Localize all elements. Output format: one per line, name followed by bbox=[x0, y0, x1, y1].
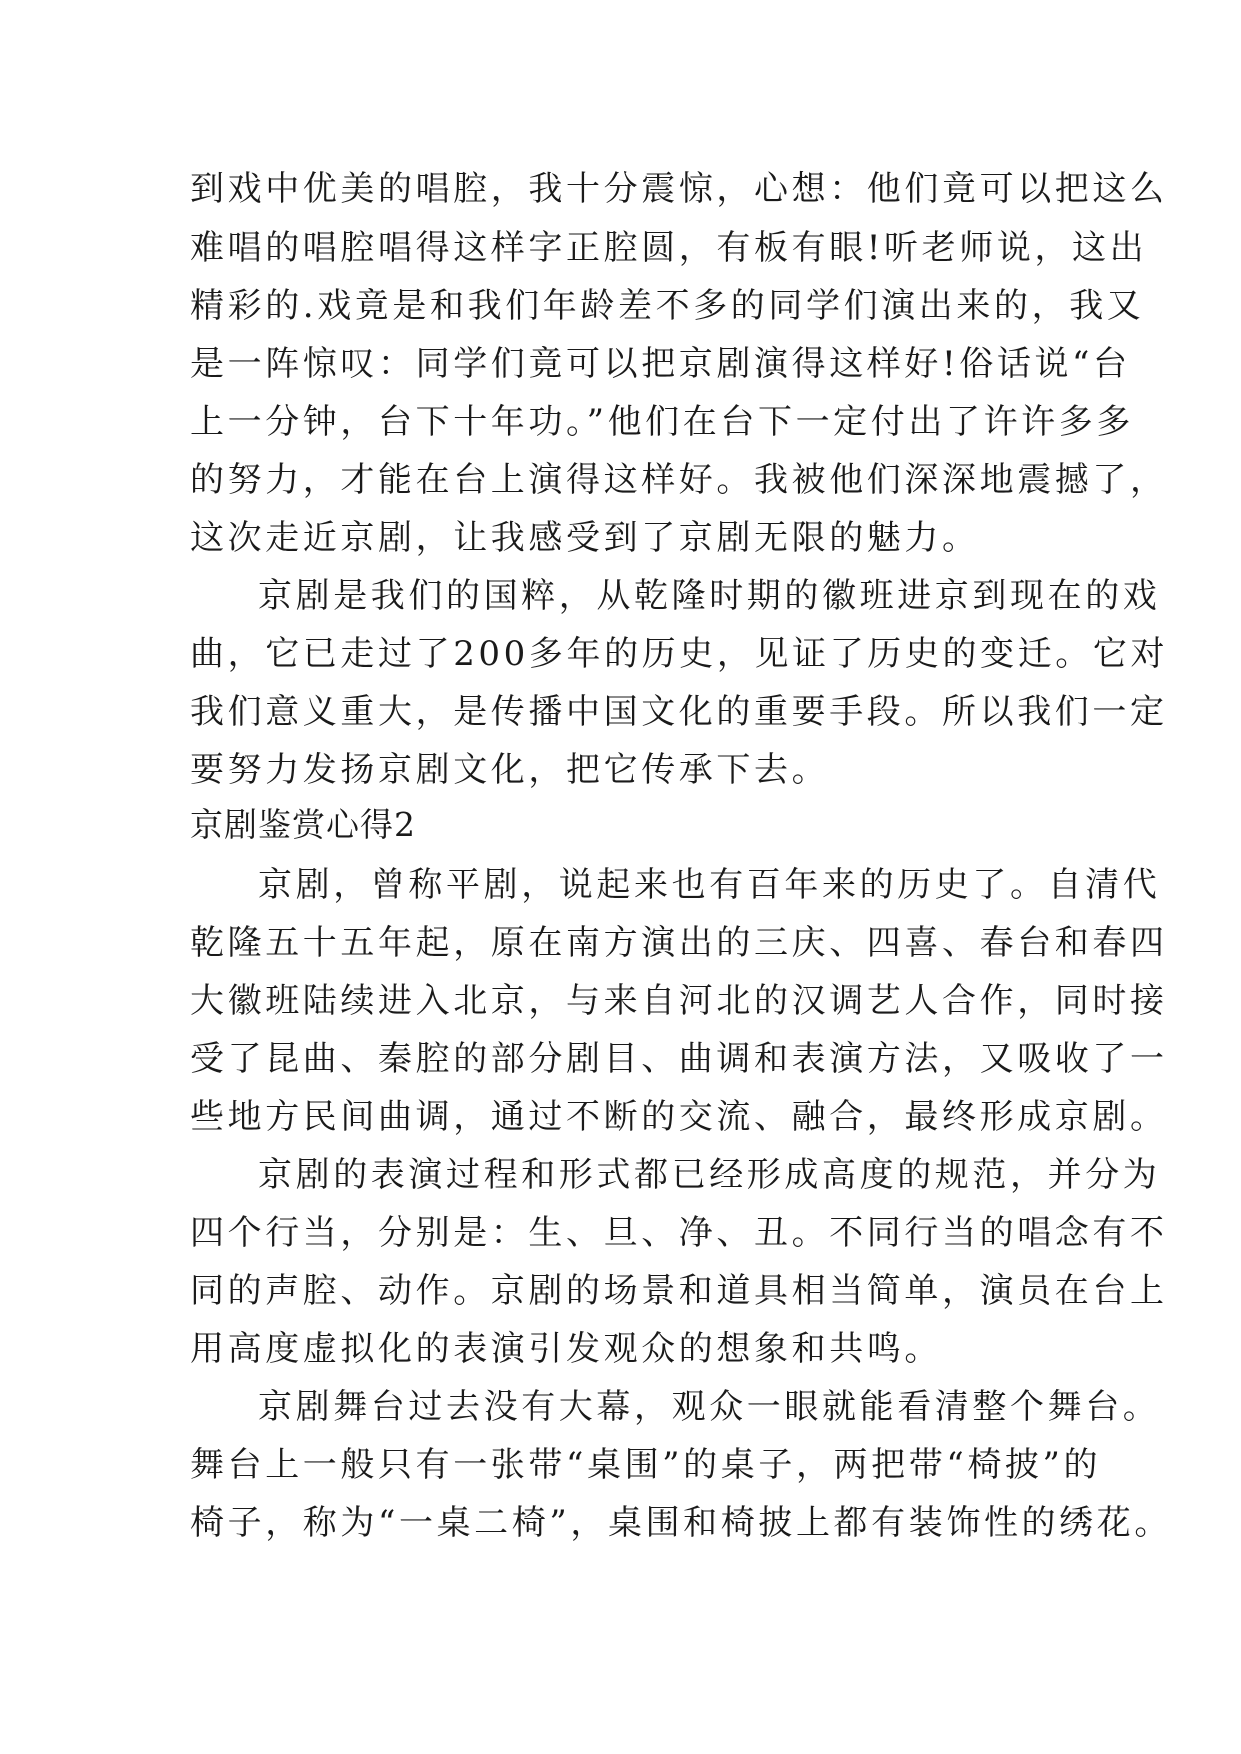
text-line: 些地方民间曲调，通过不断的交流、融合，最终形成京剧。 bbox=[190, 1097, 1168, 1137]
text-line: 精彩的.戏竟是和我们年龄差不多的同学们演出来的，我又 bbox=[190, 286, 1145, 326]
paragraph-first-line: 京剧是我们的国粹，从乾隆时期的徽班进京到现在的戏 bbox=[258, 576, 1161, 616]
text-line: 难唱的唱腔唱得这样字正腔圆，有板有眼!听老师说，这出 bbox=[190, 228, 1148, 268]
text-line: 曲，它已走过了200多年的历史，见证了历史的变迁。它对 bbox=[190, 634, 1169, 674]
paragraph-first-line: 京剧，曾称平剧，说起来也有百年来的历史了。自清代 bbox=[258, 865, 1161, 905]
text-line: 的努力，才能在台上演得这样好。我被他们深深地震撼了， bbox=[190, 460, 1168, 500]
text-line: 椅子，称为“一桌二椅”，桌围和椅披上都有装饰性的绣花。 bbox=[190, 1503, 1172, 1543]
text-line: 要努力发扬京剧文化，把它传承下去。 bbox=[190, 750, 830, 790]
text-line: 大徽班陆续进入北京，与来自河北的汉调艺人合作，同时接 bbox=[190, 981, 1168, 1021]
text-line: 是一阵惊叹：同学们竟可以把京剧演得这样好!俗话说“台 bbox=[190, 344, 1131, 384]
text-line: 我们意义重大，是传播中国文化的重要手段。所以我们一定 bbox=[190, 692, 1168, 732]
text-line: 上一分钟，台下十年功。”他们在台下一定付出了许许多多 bbox=[190, 402, 1134, 442]
section-heading: 京剧鉴赏心得2 bbox=[190, 805, 416, 844]
text-line: 到戏中优美的唱腔，我十分震惊，心想：他们竟可以把这么 bbox=[190, 169, 1168, 209]
text-line: 用高度虚拟化的表演引发观众的想象和共鸣。 bbox=[190, 1329, 942, 1369]
text-line: 这次走近京剧，让我感受到了京剧无限的魅力。 bbox=[190, 518, 980, 558]
text-line: 乾隆五十五年起，原在南方演出的三庆、四喜、春台和春四 bbox=[190, 923, 1168, 963]
paragraph-first-line: 京剧的表演过程和形式都已经形成高度的规范，并分为 bbox=[258, 1155, 1161, 1195]
text-line: 四个行当，分别是：生、旦、净、丑。不同行当的唱念有不 bbox=[190, 1213, 1168, 1253]
text-line: 受了昆曲、秦腔的部分剧目、曲调和表演方法，又吸收了一 bbox=[190, 1039, 1168, 1079]
text-line: 舞台上一般只有一张带“桌围”的桌子，两把带“椅披”的 bbox=[190, 1445, 1102, 1485]
paragraph-first-line: 京剧舞台过去没有大幕，观众一眼就能看清整个舞台。 bbox=[258, 1387, 1161, 1427]
text-line: 同的声腔、动作。京剧的场景和道具相当简单，演员在台上 bbox=[190, 1271, 1168, 1311]
